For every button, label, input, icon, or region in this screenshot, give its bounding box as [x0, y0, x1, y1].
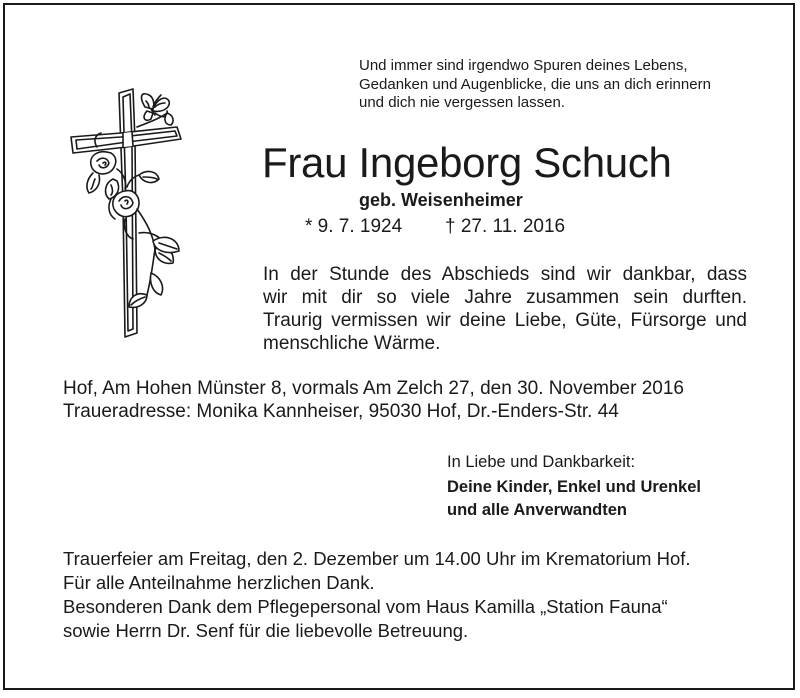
closing-block — [63, 547, 691, 643]
cross-with-roses-icon — [67, 83, 197, 343]
quote-line: Gedanken und Augenblicke, die uns an dich erinnern — [359, 75, 711, 93]
farewell-verse — [263, 263, 747, 355]
quote-line: Und immer sind irgendwo Spuren deines Lebens, — [359, 57, 688, 74]
special-thanks-line: sowie Herrn Dr. Senf für die liebevolle Betreuung. — [63, 620, 469, 641]
maiden-name: geb. Weisenheimer — [359, 190, 523, 210]
signer-line: und alle Anverwandten — [447, 501, 628, 519]
thanks-line: Für alle Anteilnahme herzlichen Dank. — [63, 572, 375, 593]
verse-line: menschliche Wärme. — [263, 333, 441, 354]
signer-line: Deine Kinder, Enkel und Urenkel — [447, 478, 701, 496]
location-date-line: Hof, Am Hohen Münster 8, vormals Am Zelch 27, den 30. November 2016 — [63, 378, 684, 399]
verse-line: In der Stunde des Abschieds sind wir dankbar, dass — [263, 264, 747, 285]
signoff-intro: In Liebe und Dankbarkeit: — [447, 453, 636, 471]
mourning-address-line: Traueradresse: Monika Kannheiser, 95030 Hof, Dr.-Enders-Str. 44 — [63, 401, 619, 422]
obituary-notice — [3, 3, 795, 690]
memorial-quote — [359, 57, 779, 113]
verse-line: Traurig vermissen wir deine Liebe, Güte, Fürsorge und — [263, 310, 747, 331]
signers-block — [447, 476, 701, 522]
special-thanks-line: Besonderen Dank dem Pflegepersonal vom Haus Kamilla „Station Fauna“ — [63, 596, 668, 617]
birth-date: * 9. 7. 1924 — [305, 216, 403, 237]
deceased-name: Frau Ingeborg Schuch — [262, 139, 672, 186]
address-block — [63, 377, 684, 423]
death-date: † 27. 11. 2016 — [445, 216, 566, 237]
funeral-service-line: Trauerfeier am Freitag, den 2. Dezember um 14.00 Uhr im Krematorium Hof. — [63, 548, 691, 569]
verse-line: wir mit dir so viele Jahre zusammen sein durften. — [263, 287, 747, 308]
quote-line: und dich nie vergessen lassen. — [359, 94, 565, 111]
